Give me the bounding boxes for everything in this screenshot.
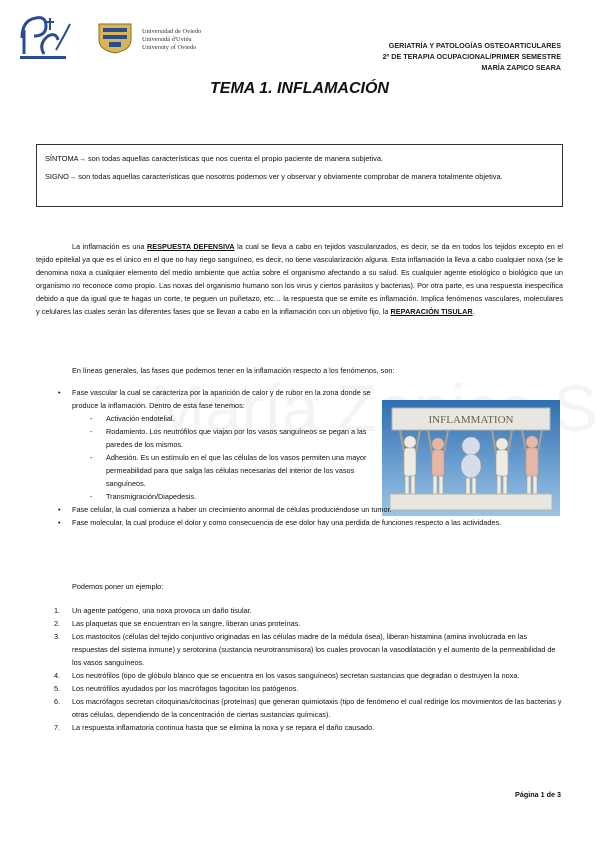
list-item (36, 630, 563, 669)
bullet-icon: • (58, 518, 61, 527)
subphase-text: Transmigración/Diapedesis. (106, 492, 197, 501)
university-line: Universidá d'Uviéu (142, 36, 192, 43)
university-crest-icon (95, 22, 135, 54)
list-item (36, 604, 563, 617)
defensive-response-term: RESPUESTA DEFENSIVA (147, 242, 235, 251)
phases-list (58, 386, 599, 529)
pfc-logo-icon (14, 10, 74, 62)
step-number: 6. (54, 697, 61, 706)
page-title: TEMA 1. INFLAMACIÓN (210, 80, 389, 97)
step-text: Las plaquetas que se encuentran en la sangre, liberan unas proteínas. (72, 619, 301, 628)
page-number: Página 1 de 3 (515, 790, 561, 799)
subphase-text: Rodamiento. Los neutrófilos que viajan por los vasos sanguíneos se pegan a las paredes de los mismos. (106, 427, 367, 449)
step-number: 1. (54, 606, 61, 615)
intro-paragraph (36, 240, 563, 318)
dash-icon: - (90, 492, 93, 501)
list-item (36, 721, 563, 734)
list-item (36, 682, 563, 695)
arrow-icon: → (68, 172, 77, 181)
dash-icon: - (90, 453, 93, 462)
sign-term: SIGNO (45, 172, 69, 181)
example-steps (36, 604, 563, 734)
vascular-subphases (72, 412, 372, 503)
step-text: Los mastocitos (células del tejido conjuntivo originadas en las células madre de la médula ósea), liberan histamina (amina involucrada en las respuestas del sistema inmune) y serotonina (sustancia neurotransmisora) los cuales provocan la vasodilatación y el aumento de la permeabilidad de los vasos sanguíneos. (72, 632, 556, 667)
dash-icon: - (90, 414, 93, 423)
para-text: La inflamación es una (72, 242, 148, 251)
university-name (142, 28, 201, 52)
cellular-phase-text: Fase celular, la cual comienza a haber un crecimiento anormal de células produciéndose un tumor. (72, 505, 392, 514)
subphase-text: Adhesión. Es un estímulo en el que las células de los vasos permiten una mayor permeabilidad para que salga las células necesarias del interior de los vasos sanguíneos. (106, 453, 367, 488)
course-name: GERIATRÍA Y PATOLOGÍAS OSTEOARTICULARES (388, 41, 561, 50)
dash-icon: - (90, 427, 93, 436)
symptom-term: SÍNTOMA (45, 154, 79, 163)
bullet-icon: • (58, 388, 61, 397)
step-text: Un agente patógeno, una noxa provoca un daño tisular. (72, 606, 252, 615)
list-item (90, 451, 372, 490)
list-item (90, 425, 372, 451)
bullet-icon: • (58, 505, 61, 514)
step-number: 4. (54, 671, 61, 680)
step-text: Los neutrófilos (tipo de glóbulo blanco que se encuentra en los vasos sanguíneos) secretan sustancias que degradan o destruyen la noxa. (72, 671, 520, 680)
para-text: . (472, 307, 475, 316)
list-item (58, 516, 552, 529)
sign-text: son todas aquellas características que nosotros podemos ver y observar y obviamente comprobar de manera totalmente objetiva. (76, 172, 503, 181)
step-number: 2. (54, 619, 61, 628)
list-item (58, 386, 372, 412)
arrow-icon: → (78, 154, 86, 163)
illustration-label: INFLAMMATION (428, 414, 514, 426)
list-item (36, 695, 563, 721)
tissue-repair-term: REPARACIÓN TISULAR (390, 307, 473, 316)
example-intro: Podemos poner un ejemplo: (72, 582, 164, 591)
list-item (36, 617, 563, 630)
step-number: 3. (54, 632, 61, 641)
university-line: Universidad de Oviedo (142, 28, 202, 35)
step-text: Los macrófagos secretan citoquinas/citocinas (proteínas) que generan quimiotaxis (tipo de fenómeno el cual redirige los movimientos de las bacterias y otras células, dependiendo de la concentración de ciertas sustancias químicas). (72, 697, 562, 719)
step-number: 5. (54, 684, 61, 693)
molecular-phase-text: Fase molecular, la cual produce el dolor y como consecuencia de ese dolor hay una perdida de funciones respecto a las actividades. (72, 518, 502, 527)
step-text: La respuesta inflamatoria continua hasta que se elimina la noxa y se repara el daño causado. (72, 723, 375, 732)
vascular-phase-text: Fase vascular la cual se caracteriza por la aparición de calor y de rubor en la zona donde se produce la inflamación. Dentro de esta fase tenemos: (72, 388, 371, 410)
step-text: Los neutrófilos ayudados por los macrófagos fagocitan los patógenos. (72, 684, 299, 693)
author-name: MARÍA ZAPICO SEARA (481, 63, 561, 72)
university-line: University of Oviedo (142, 44, 197, 51)
para-text: la cual se lleva a cabo en tejidos vascularizados, es decir, se da en todos los tejidos excepto en el tejido epitelial ya que es el único en el que no hay riego sanguíneo, es decir, no tiene vascularización alguna. Esta inflamación la lleva a cabo cualquier noxa (se le denomina noxa a cualquier elemento del medio ambiente que actúa sobre el organismo afectando a su salud. Es cualquier agente etiológico o biológico que un organismo no reconoce como propio. Las noxas del organismo humano son los virus y ciertos parásitos y bacterias). Por otra parte, es una respuesta inespecífica debido a que da igual que te hagas un corte, te peguen un puñetazo, etc… la respuesta que se emite es inflamación. Implica fenómenos vasculares, moleculares y celulares las cuales serán las diferentes fases que se llevan a cabo en la inflamación con un objetivo fijo, la (36, 242, 564, 316)
symptom-text: son todas aquellas características que nos cuenta el propio paciente de manera subjetiva. (85, 154, 383, 163)
list-item (90, 490, 372, 503)
subphase-text: Activación endotelial. (106, 414, 175, 423)
list-item (36, 669, 563, 682)
phases-intro: En líneas generales, las fases que podemos tener en la inflamación respecto a los fenómenos, son: (72, 366, 395, 375)
sign-definition (45, 171, 554, 183)
document-header (383, 40, 561, 73)
symptom-definition (45, 153, 554, 165)
list-item (90, 412, 372, 425)
list-item (58, 503, 552, 516)
step-number: 7. (54, 723, 61, 732)
definitions-box (36, 144, 563, 207)
semester-line: 2º DE TERAPIA OCUPACIONAL/PRIMER SEMESTRE (382, 52, 561, 61)
